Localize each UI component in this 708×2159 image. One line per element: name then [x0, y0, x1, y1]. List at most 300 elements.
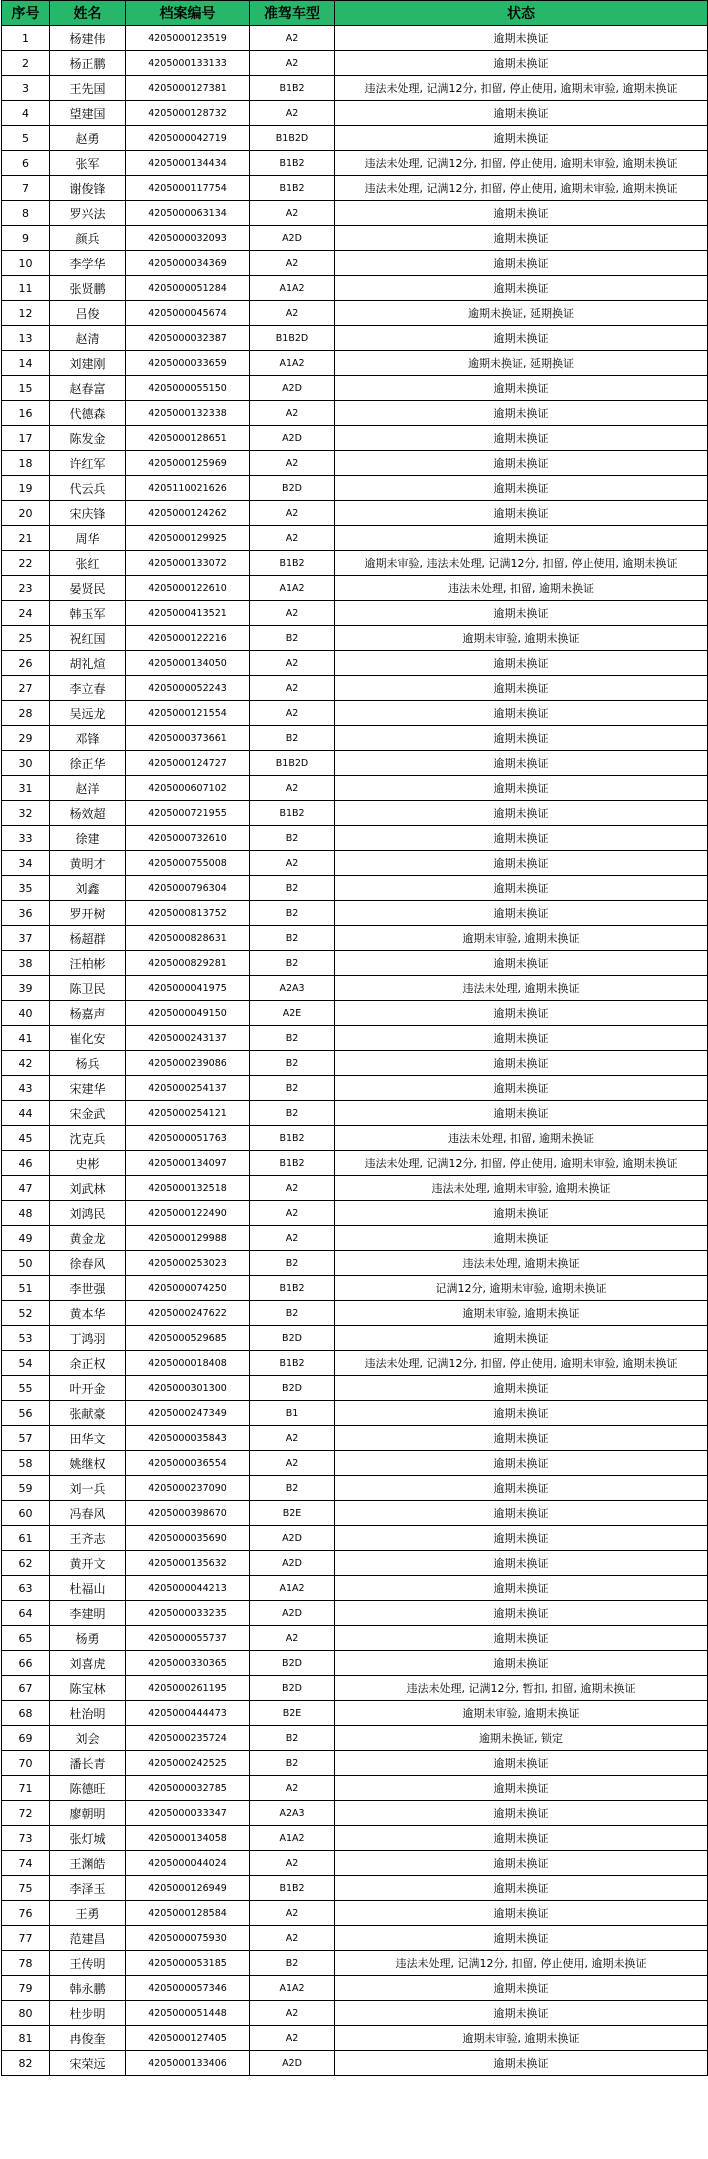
driver-name: 黄金龙 — [50, 1226, 126, 1251]
license-class: B1B2D — [250, 751, 335, 776]
license-status: 逾期未换证 — [335, 1201, 708, 1226]
record-number: 4205000042719 — [126, 126, 250, 151]
row-index: 54 — [2, 1351, 50, 1376]
table-row — [2, 351, 708, 376]
driver-name: 李学华 — [50, 251, 126, 276]
record-number: 4205000133406 — [126, 2051, 250, 2076]
driver-name: 刘鸿民 — [50, 1201, 126, 1226]
table-row — [2, 726, 708, 751]
table-row — [2, 1226, 708, 1251]
license-class: A2 — [250, 1201, 335, 1226]
table-row — [2, 2026, 708, 2051]
record-number: 4205000529685 — [126, 1326, 250, 1351]
driver-name: 张贤鹏 — [50, 276, 126, 301]
header-index: 序号 — [2, 1, 50, 26]
table-row — [2, 1726, 708, 1751]
driver-name: 潘长青 — [50, 1751, 126, 1776]
record-number: 4205000373661 — [126, 726, 250, 751]
driver-name: 张红 — [50, 551, 126, 576]
record-number: 4205000033659 — [126, 351, 250, 376]
record-number: 4205000128732 — [126, 101, 250, 126]
record-number: 4205000247622 — [126, 1301, 250, 1326]
license-status: 逾期未换证 — [335, 876, 708, 901]
license-status: 逾期未换证 — [335, 1551, 708, 1576]
table-row — [2, 26, 708, 51]
license-class: B2D — [250, 1376, 335, 1401]
driver-name: 刘喜虎 — [50, 1651, 126, 1676]
license-status: 逾期未审验, 逾期未换证 — [335, 2026, 708, 2051]
record-number: 4205000254121 — [126, 1101, 250, 1126]
license-class: A2D — [250, 226, 335, 251]
row-index: 69 — [2, 1726, 50, 1751]
table-row — [2, 76, 708, 101]
table-body — [2, 26, 708, 2076]
driver-name: 陈宝林 — [50, 1676, 126, 1701]
row-index: 28 — [2, 701, 50, 726]
table-row — [2, 476, 708, 501]
row-index: 11 — [2, 276, 50, 301]
license-status: 逾期未审验, 逾期未换证 — [335, 626, 708, 651]
license-class: A1A2 — [250, 576, 335, 601]
license-status: 逾期未审验, 逾期未换证 — [335, 926, 708, 951]
row-index: 66 — [2, 1651, 50, 1676]
table-row — [2, 876, 708, 901]
driver-name: 代云兵 — [50, 476, 126, 501]
driver-name: 邓锋 — [50, 726, 126, 751]
license-status: 逾期未换证 — [335, 1851, 708, 1876]
row-index: 19 — [2, 476, 50, 501]
record-number: 4205000253023 — [126, 1251, 250, 1276]
record-number: 4205000301300 — [126, 1376, 250, 1401]
row-index: 37 — [2, 926, 50, 951]
driver-name: 杨勇 — [50, 1626, 126, 1651]
license-class: B1B2 — [250, 176, 335, 201]
driver-name: 王渊皓 — [50, 1851, 126, 1876]
driver-name: 宋金武 — [50, 1101, 126, 1126]
license-status: 逾期未审验, 逾期未换证 — [335, 1701, 708, 1726]
driver-name: 王传明 — [50, 1951, 126, 1976]
license-status: 逾期未换证 — [335, 1376, 708, 1401]
license-class: B1B2D — [250, 326, 335, 351]
license-class: A2 — [250, 301, 335, 326]
record-number: 4205000123519 — [126, 26, 250, 51]
record-number: 4205000057346 — [126, 1976, 250, 2001]
license-class: B1B2 — [250, 1151, 335, 1176]
table-row — [2, 1476, 708, 1501]
driver-name: 颜兵 — [50, 226, 126, 251]
table-row — [2, 701, 708, 726]
table-row — [2, 851, 708, 876]
license-class: A2 — [250, 501, 335, 526]
driver-name: 罗开树 — [50, 901, 126, 926]
row-index: 26 — [2, 651, 50, 676]
table-row — [2, 601, 708, 626]
row-index: 29 — [2, 726, 50, 751]
record-number: 4205000032093 — [126, 226, 250, 251]
record-number: 4205000132518 — [126, 1176, 250, 1201]
license-status: 逾期未换证, 锁定 — [335, 1726, 708, 1751]
license-class: B1B2 — [250, 151, 335, 176]
record-number: 4205000044213 — [126, 1576, 250, 1601]
table-row — [2, 101, 708, 126]
record-number: 4205000036554 — [126, 1451, 250, 1476]
table-row — [2, 551, 708, 576]
record-number: 4205000032785 — [126, 1776, 250, 1801]
license-status: 违法未处理, 扣留, 逾期未换证 — [335, 1126, 708, 1151]
row-index: 73 — [2, 1826, 50, 1851]
license-class: B2D — [250, 476, 335, 501]
table-row — [2, 1451, 708, 1476]
table-row — [2, 1326, 708, 1351]
license-status: 逾期未换证 — [335, 1651, 708, 1676]
table-row — [2, 1126, 708, 1151]
driver-license-status-table — [1, 0, 708, 2076]
license-status: 逾期未换证, 延期换证 — [335, 351, 708, 376]
table-row — [2, 326, 708, 351]
license-status: 逾期未换证 — [335, 401, 708, 426]
license-class: B2 — [250, 826, 335, 851]
license-status: 逾期未换证 — [335, 726, 708, 751]
record-number: 4205000132338 — [126, 401, 250, 426]
license-class: A2D — [250, 426, 335, 451]
license-status: 逾期未换证 — [335, 1026, 708, 1051]
license-class: A1A2 — [250, 1826, 335, 1851]
row-index: 13 — [2, 326, 50, 351]
license-status: 逾期未换证 — [335, 51, 708, 76]
row-index: 74 — [2, 1851, 50, 1876]
table-row — [2, 2001, 708, 2026]
driver-name: 刘建刚 — [50, 351, 126, 376]
driver-name: 陈卫民 — [50, 976, 126, 1001]
row-index: 5 — [2, 126, 50, 151]
row-index: 48 — [2, 1201, 50, 1226]
license-status: 逾期未换证 — [335, 276, 708, 301]
row-index: 57 — [2, 1426, 50, 1451]
driver-name: 祝红国 — [50, 626, 126, 651]
license-status: 逾期未换证 — [335, 1051, 708, 1076]
license-status: 逾期未换证 — [335, 1451, 708, 1476]
row-index: 52 — [2, 1301, 50, 1326]
row-index: 22 — [2, 551, 50, 576]
table-row — [2, 951, 708, 976]
license-status: 逾期未换证 — [335, 1801, 708, 1826]
driver-name: 陈发金 — [50, 426, 126, 451]
record-number: 4205000045674 — [126, 301, 250, 326]
license-class: A2D — [250, 1526, 335, 1551]
license-class: B1B2 — [250, 1126, 335, 1151]
driver-name: 冉俊奎 — [50, 2026, 126, 2051]
driver-name: 杜步明 — [50, 2001, 126, 2026]
row-index: 8 — [2, 201, 50, 226]
record-number: 4205000796304 — [126, 876, 250, 901]
license-class: A2 — [250, 1226, 335, 1251]
record-number: 4205000129925 — [126, 526, 250, 551]
record-number: 4205000243137 — [126, 1026, 250, 1051]
table-row — [2, 1676, 708, 1701]
license-class: B1B2 — [250, 1276, 335, 1301]
license-class: B2D — [250, 1326, 335, 1351]
license-status: 逾期未换证 — [335, 1576, 708, 1601]
license-status: 逾期未换证 — [335, 376, 708, 401]
driver-name: 赵洋 — [50, 776, 126, 801]
license-class: A2 — [250, 1451, 335, 1476]
driver-name: 李建明 — [50, 1601, 126, 1626]
record-number: 4205000129988 — [126, 1226, 250, 1251]
table-row — [2, 251, 708, 276]
row-index: 58 — [2, 1451, 50, 1476]
record-number: 4205000055150 — [126, 376, 250, 401]
row-index: 7 — [2, 176, 50, 201]
record-number: 4205000018408 — [126, 1351, 250, 1376]
row-index: 71 — [2, 1776, 50, 1801]
license-status: 违法未处理, 记满12分, 扣留, 停止使用, 逾期未审验, 逾期未换证 — [335, 1151, 708, 1176]
license-status: 逾期未换证 — [335, 1501, 708, 1526]
license-class: A2 — [250, 201, 335, 226]
license-class: A2D — [250, 1601, 335, 1626]
table-row — [2, 1876, 708, 1901]
license-status: 逾期未换证 — [335, 1876, 708, 1901]
driver-name: 冯春风 — [50, 1501, 126, 1526]
table-row — [2, 1526, 708, 1551]
table-row — [2, 1751, 708, 1776]
license-status: 逾期未换证 — [335, 1476, 708, 1501]
license-status: 逾期未审验, 违法未处理, 记满12分, 扣留, 停止使用, 逾期未换证 — [335, 551, 708, 576]
row-index: 18 — [2, 451, 50, 476]
table-row — [2, 526, 708, 551]
row-index: 27 — [2, 676, 50, 701]
row-index: 75 — [2, 1876, 50, 1901]
record-number: 4205000261195 — [126, 1676, 250, 1701]
driver-name: 刘一兵 — [50, 1476, 126, 1501]
license-class: A2D — [250, 2051, 335, 2076]
license-status: 逾期未换证 — [335, 2001, 708, 2026]
license-class: B2 — [250, 726, 335, 751]
license-status: 逾期未换证 — [335, 426, 708, 451]
driver-name: 杜治明 — [50, 1701, 126, 1726]
row-index: 41 — [2, 1026, 50, 1051]
table-row — [2, 176, 708, 201]
license-class: B2 — [250, 1251, 335, 1276]
record-number: 4205000133133 — [126, 51, 250, 76]
row-index: 38 — [2, 951, 50, 976]
table-row — [2, 301, 708, 326]
row-index: 65 — [2, 1626, 50, 1651]
license-class: A2 — [250, 1426, 335, 1451]
driver-name: 韩永鹏 — [50, 1976, 126, 2001]
license-status: 逾期未换证 — [335, 601, 708, 626]
driver-name: 史彬 — [50, 1151, 126, 1176]
record-number: 4205000122490 — [126, 1201, 250, 1226]
row-index: 64 — [2, 1601, 50, 1626]
license-status: 逾期未换证 — [335, 1101, 708, 1126]
table-row — [2, 1826, 708, 1851]
driver-name: 沈克兵 — [50, 1126, 126, 1151]
driver-name: 王齐志 — [50, 1526, 126, 1551]
driver-name: 吕俊 — [50, 301, 126, 326]
license-class: A2D — [250, 376, 335, 401]
license-status: 违法未处理, 记满12分, 扣留, 停止使用, 逾期未审验, 逾期未换证 — [335, 76, 708, 101]
license-status: 逾期未换证 — [335, 826, 708, 851]
table-row — [2, 1601, 708, 1626]
row-index: 45 — [2, 1126, 50, 1151]
record-number: 4205000239086 — [126, 1051, 250, 1076]
row-index: 21 — [2, 526, 50, 551]
driver-name: 杨嘉声 — [50, 1001, 126, 1026]
record-number: 4205000444473 — [126, 1701, 250, 1726]
table-row — [2, 1576, 708, 1601]
table-row — [2, 151, 708, 176]
record-number: 4205000128584 — [126, 1901, 250, 1926]
record-number: 4205000075930 — [126, 1926, 250, 1951]
license-status: 逾期未换证 — [335, 2051, 708, 2076]
table-row — [2, 426, 708, 451]
row-index: 4 — [2, 101, 50, 126]
driver-name: 杨建伟 — [50, 26, 126, 51]
record-number: 4205000032387 — [126, 326, 250, 351]
driver-name: 赵清 — [50, 326, 126, 351]
license-status: 逾期未换证 — [335, 1226, 708, 1251]
table-row — [2, 676, 708, 701]
row-index: 12 — [2, 301, 50, 326]
license-status: 逾期未换证 — [335, 476, 708, 501]
license-class: B1B2 — [250, 551, 335, 576]
license-class: A2 — [250, 26, 335, 51]
table-row — [2, 1776, 708, 1801]
row-index: 56 — [2, 1401, 50, 1426]
table-row — [2, 1026, 708, 1051]
license-status: 逾期未换证 — [335, 801, 708, 826]
record-number: 4205000134058 — [126, 1826, 250, 1851]
driver-name: 刘武林 — [50, 1176, 126, 1201]
table-row — [2, 976, 708, 1001]
table-row — [2, 1076, 708, 1101]
license-class: B2E — [250, 1501, 335, 1526]
driver-name: 周华 — [50, 526, 126, 551]
record-number: 4205000034369 — [126, 251, 250, 276]
license-class: A2 — [250, 2001, 335, 2026]
license-status: 逾期未换证 — [335, 1901, 708, 1926]
table-row — [2, 226, 708, 251]
license-class: A2 — [250, 1901, 335, 1926]
row-index: 44 — [2, 1101, 50, 1126]
license-status: 违法未处理, 记满12分, 扣留, 停止使用, 逾期未换证 — [335, 1951, 708, 1976]
row-index: 59 — [2, 1476, 50, 1501]
license-class: A1A2 — [250, 351, 335, 376]
record-number: 4205000133072 — [126, 551, 250, 576]
row-index: 32 — [2, 801, 50, 826]
license-status: 违法未处理, 逾期未换证 — [335, 976, 708, 1001]
license-class: B1B2D — [250, 126, 335, 151]
row-index: 17 — [2, 426, 50, 451]
driver-name: 徐春风 — [50, 1251, 126, 1276]
license-class: A2 — [250, 1851, 335, 1876]
license-class: A2 — [250, 651, 335, 676]
license-status: 逾期未换证 — [335, 1401, 708, 1426]
license-status: 逾期未换证 — [335, 901, 708, 926]
record-number: 4205000732610 — [126, 826, 250, 851]
license-status: 逾期未换证, 延期换证 — [335, 301, 708, 326]
driver-name: 代德森 — [50, 401, 126, 426]
license-class: A2 — [250, 1626, 335, 1651]
driver-name: 范建昌 — [50, 1926, 126, 1951]
record-number: 4205000413521 — [126, 601, 250, 626]
table-row — [2, 1001, 708, 1026]
license-status: 逾期未换证 — [335, 101, 708, 126]
driver-name: 徐建 — [50, 826, 126, 851]
driver-name: 宋庆锋 — [50, 501, 126, 526]
row-index: 42 — [2, 1051, 50, 1076]
driver-name: 杨兵 — [50, 1051, 126, 1076]
row-index: 67 — [2, 1676, 50, 1701]
license-status: 逾期未换证 — [335, 851, 708, 876]
table-row — [2, 1926, 708, 1951]
driver-name: 张献豪 — [50, 1401, 126, 1426]
table-row — [2, 1301, 708, 1326]
table-row — [2, 926, 708, 951]
table-row — [2, 751, 708, 776]
license-class: A2 — [250, 776, 335, 801]
record-number: 4205000122610 — [126, 576, 250, 601]
license-class: B2 — [250, 1476, 335, 1501]
row-index: 53 — [2, 1326, 50, 1351]
license-class: A2 — [250, 251, 335, 276]
record-number: 4205000135632 — [126, 1551, 250, 1576]
license-status: 逾期未换证 — [335, 1076, 708, 1101]
record-number: 4205000055737 — [126, 1626, 250, 1651]
row-index: 68 — [2, 1701, 50, 1726]
license-status: 逾期未换证 — [335, 1601, 708, 1626]
license-class: A2 — [250, 1926, 335, 1951]
license-status: 违法未处理, 记满12分, 扣留, 停止使用, 逾期未审验, 逾期未换证 — [335, 176, 708, 201]
row-index: 14 — [2, 351, 50, 376]
record-number: 4205000052243 — [126, 676, 250, 701]
table-row — [2, 1976, 708, 2001]
record-number: 4205000033235 — [126, 1601, 250, 1626]
license-class: B2 — [250, 1026, 335, 1051]
record-number: 4205000254137 — [126, 1076, 250, 1101]
driver-name: 田华文 — [50, 1426, 126, 1451]
driver-name: 丁鸿羽 — [50, 1326, 126, 1351]
table-row — [2, 126, 708, 151]
driver-name: 黄本华 — [50, 1301, 126, 1326]
table-row — [2, 1501, 708, 1526]
row-index: 78 — [2, 1951, 50, 1976]
table-row — [2, 201, 708, 226]
row-index: 76 — [2, 1901, 50, 1926]
record-number: 4205000051448 — [126, 2001, 250, 2026]
license-status: 逾期未换证 — [335, 251, 708, 276]
license-class: B1 — [250, 1401, 335, 1426]
record-number: 4205000124727 — [126, 751, 250, 776]
license-status: 逾期未换证 — [335, 1751, 708, 1776]
record-number: 4205000033347 — [126, 1801, 250, 1826]
license-status: 违法未处理, 逾期未换证 — [335, 1251, 708, 1276]
driver-name: 汪柏彬 — [50, 951, 126, 976]
license-status: 逾期未换证 — [335, 1626, 708, 1651]
license-class: A2 — [250, 526, 335, 551]
record-number: 4205000242525 — [126, 1751, 250, 1776]
row-index: 33 — [2, 826, 50, 851]
driver-name: 姚继权 — [50, 1451, 126, 1476]
license-class: A2 — [250, 1176, 335, 1201]
license-class: B2 — [250, 876, 335, 901]
license-class: B1B2 — [250, 1351, 335, 1376]
record-number: 4205000829281 — [126, 951, 250, 976]
table-row — [2, 901, 708, 926]
record-number: 4205000041975 — [126, 976, 250, 1001]
record-number: 4205000051763 — [126, 1126, 250, 1151]
table-row — [2, 1051, 708, 1076]
